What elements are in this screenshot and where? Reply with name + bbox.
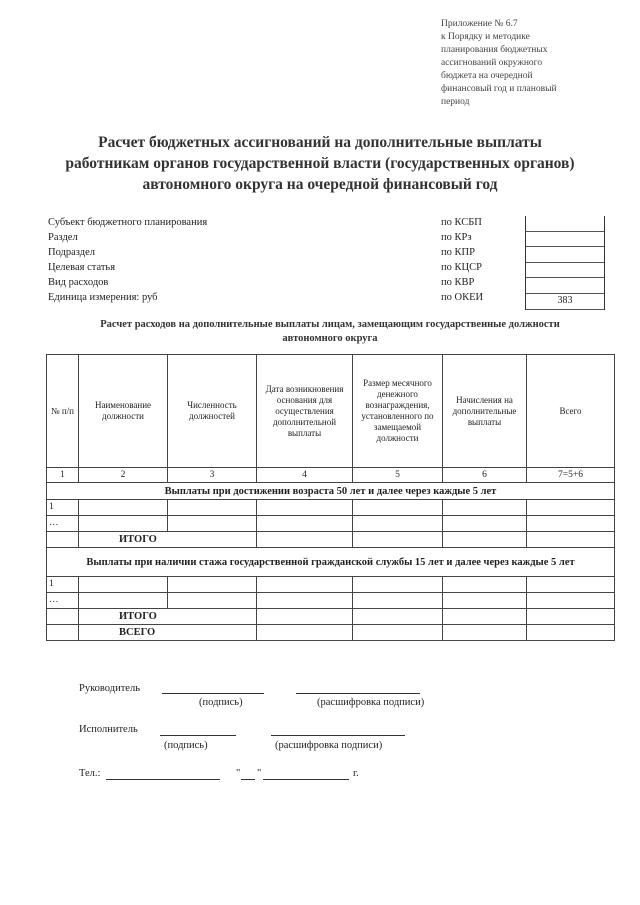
table-cell — [79, 593, 168, 609]
column-number: 4 — [257, 468, 353, 483]
payments-table — [46, 354, 615, 641]
code-value-ksbp — [526, 216, 604, 232]
table-cell — [257, 516, 353, 532]
total-label: ИТОГО — [79, 609, 257, 625]
table-cell — [443, 500, 527, 516]
column-number: 6 — [443, 468, 527, 483]
table-cell — [168, 577, 257, 593]
table-cell — [257, 577, 353, 593]
appendix-line: Приложение № 6.7 — [441, 19, 518, 29]
table-cell — [257, 532, 353, 548]
table-cell — [353, 609, 443, 625]
table-cell — [168, 516, 257, 532]
appendix-line: период — [441, 97, 470, 107]
section-heading: Выплаты при наличии стажа государственной гражданской службы 15 лет и далее через каждые 5 лет — [47, 548, 615, 577]
header-cell-position: Наименование должности — [79, 355, 168, 468]
header-row — [47, 355, 615, 468]
header-cell-count: Численность должностей — [168, 355, 257, 468]
executor-signature-caption: (подпись) — [164, 740, 208, 751]
table-cell — [353, 532, 443, 548]
phone-line[interactable] — [106, 779, 220, 780]
column-number: 1 — [47, 468, 79, 483]
header-cell-number: № п/п — [47, 355, 79, 468]
subtitle-line: автономного округа — [282, 333, 378, 344]
total-label: ИТОГО — [79, 532, 257, 548]
column-number: 7=5+6 — [527, 468, 615, 483]
head-signature-caption: (подпись) — [199, 697, 243, 708]
document-title — [40, 132, 600, 195]
meta-label: Субъект бюджетного планирования — [48, 217, 208, 228]
meta-label: Раздел — [48, 232, 78, 243]
title-line: работникам органов государственной власти (государственных органов) — [65, 155, 575, 172]
row-number: 1 — [47, 500, 79, 516]
section-heading: Выплаты при достижении возраста 50 лет и далее через каждые 5 лет — [47, 483, 615, 500]
head-decode-caption: (расшифровка подписи) — [317, 697, 425, 708]
table-cell — [257, 609, 353, 625]
grand-total-label: ВСЕГО — [79, 625, 257, 641]
table-cell — [443, 593, 527, 609]
grand-total-row — [47, 625, 615, 641]
table-row — [47, 577, 615, 593]
table-row — [47, 593, 615, 609]
appendix-line: бюджета на очередной — [441, 71, 533, 81]
head-decode-line[interactable] — [296, 693, 420, 694]
table-cell — [257, 593, 353, 609]
code-value-kpr — [526, 247, 604, 263]
header-cell-date: Дата возникновения основания для осуществления дополнительной выплаты — [257, 355, 353, 468]
table-cell — [527, 609, 615, 625]
executor-signature-line[interactable] — [160, 735, 236, 736]
date-day-line[interactable] — [241, 779, 255, 780]
table-cell — [527, 532, 615, 548]
table-cell — [443, 532, 527, 548]
row-number: … — [47, 516, 79, 532]
executor-decode-caption: (расшифровка подписи) — [275, 740, 383, 751]
table-cell — [353, 625, 443, 641]
table-cell — [353, 593, 443, 609]
table-cell — [353, 516, 443, 532]
appendix-note — [441, 18, 611, 109]
meta-code: по КЦСР — [441, 262, 482, 273]
section-row-service — [47, 548, 615, 577]
table-subtitle — [50, 318, 610, 346]
table-cell — [527, 516, 615, 532]
phone-label: Тел.: — [79, 768, 101, 779]
table-row — [47, 500, 615, 516]
header-cell-total: Всего — [527, 355, 615, 468]
meta-code: по ОКЕИ — [441, 292, 484, 303]
table-cell — [443, 516, 527, 532]
column-number: 2 — [79, 468, 168, 483]
row-number: … — [47, 593, 79, 609]
title-line: Расчет бюджетных ассигнований на дополнительные выплаты — [98, 134, 542, 151]
year-suffix: г. — [353, 768, 359, 779]
table-cell — [353, 577, 443, 593]
row-number: 1 — [47, 577, 79, 593]
appendix-line: финансовый год и плановый — [441, 84, 557, 94]
table-cell — [257, 500, 353, 516]
meta-code: по КСБП — [441, 217, 482, 228]
date-month-line[interactable] — [263, 779, 349, 780]
table-cell — [79, 500, 168, 516]
head-label: Руководитель — [79, 683, 140, 694]
meta-code: по КВР — [441, 277, 475, 288]
table-cell — [47, 609, 79, 625]
table-cell — [353, 500, 443, 516]
column-number: 3 — [168, 468, 257, 483]
meta-label: Подраздел — [48, 247, 95, 258]
date-quote-close: " — [257, 768, 262, 779]
code-value-box — [525, 216, 605, 310]
executor-decode-line[interactable] — [271, 735, 405, 736]
table-cell — [257, 625, 353, 641]
title-line: автономного округа на очередной финансовый год — [142, 176, 498, 193]
table-cell — [79, 516, 168, 532]
column-number: 5 — [353, 468, 443, 483]
subtitle-line: Расчет расходов на дополнительные выплаты лицам, замещающим государственные должности — [100, 319, 560, 330]
table-cell — [47, 625, 79, 641]
code-value-krz — [526, 232, 604, 248]
total-row-age — [47, 532, 615, 548]
table-cell — [527, 593, 615, 609]
table-row — [47, 516, 615, 532]
table-cell — [168, 593, 257, 609]
appendix-line: планирования бюджетных — [441, 45, 548, 55]
appendix-line: к Порядку и методике — [441, 32, 530, 42]
code-value-kvr — [526, 278, 604, 294]
meta-code: по КРз — [441, 232, 472, 243]
table-cell — [47, 532, 79, 548]
table-cell — [443, 625, 527, 641]
header-cell-salary: Размер месячного денежного вознаграждения, установленного по замещаемой должности — [353, 355, 443, 468]
table-cell — [527, 500, 615, 516]
executor-label: Исполнитель — [79, 724, 138, 735]
meta-code: по КПР — [441, 247, 475, 258]
meta-label: Вид расходов — [48, 277, 109, 288]
date-quote-open: " — [236, 768, 241, 779]
code-value-kcsr — [526, 263, 604, 279]
meta-label: Целевая статья — [48, 262, 116, 273]
table-cell — [443, 577, 527, 593]
table-cell — [527, 577, 615, 593]
header-cell-accruals: Начисления на дополнительные выплаты — [443, 355, 527, 468]
meta-label: Единица измерения: руб — [48, 292, 158, 303]
section-row-age — [47, 483, 615, 500]
table-cell — [79, 577, 168, 593]
total-row-service — [47, 609, 615, 625]
table-cell — [527, 625, 615, 641]
column-number-row — [47, 468, 615, 483]
table-cell — [168, 500, 257, 516]
head-signature-line[interactable] — [162, 693, 264, 694]
code-value-okei: 383 — [526, 294, 604, 310]
table-cell — [443, 609, 527, 625]
appendix-line: ассигнований окружного — [441, 58, 543, 68]
